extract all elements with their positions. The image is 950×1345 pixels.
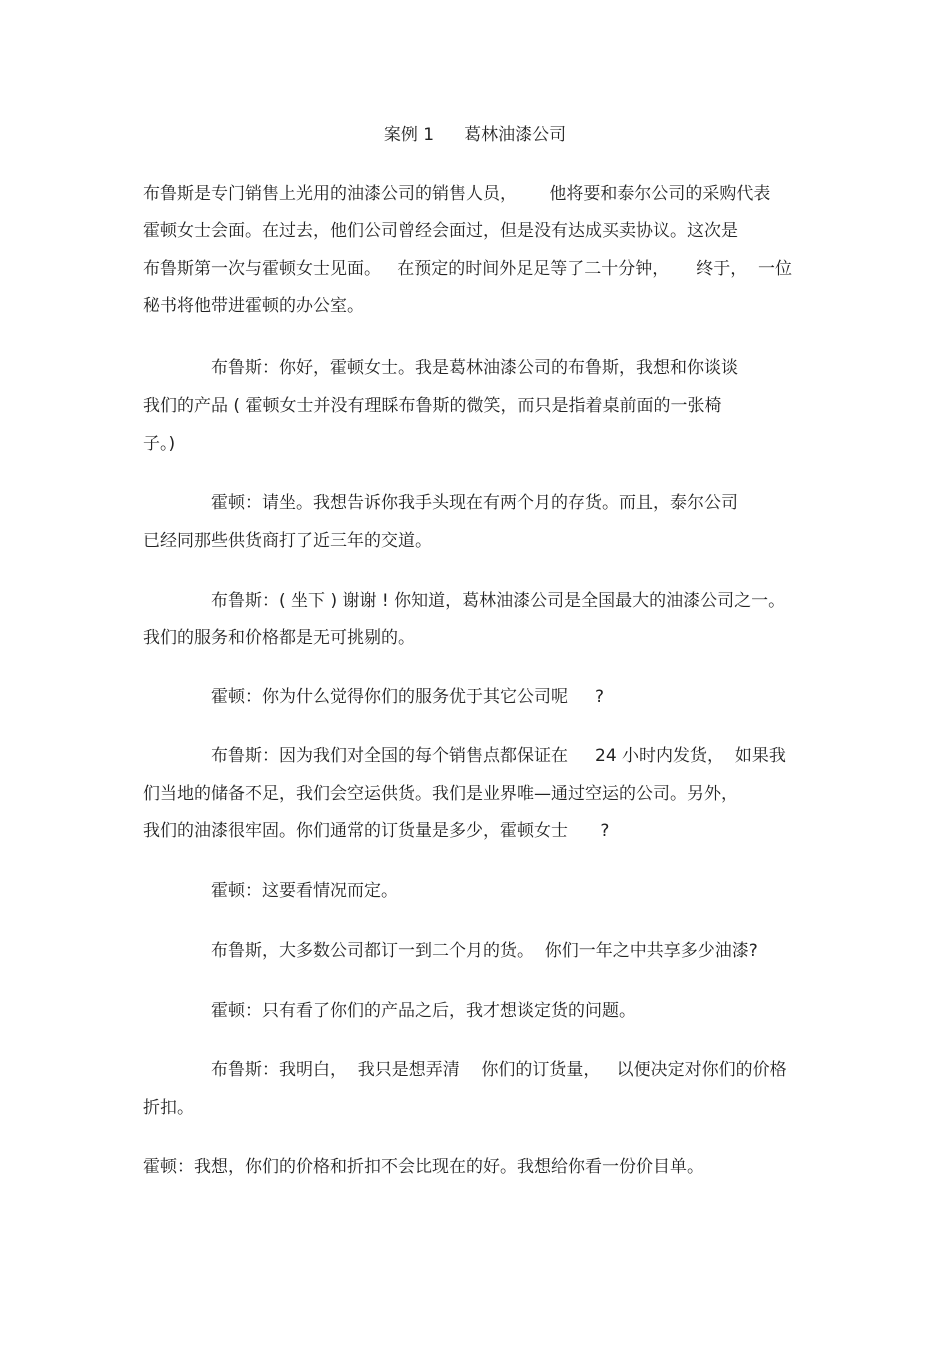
case-name: 葛林油漆公司 bbox=[464, 125, 567, 145]
dialogue-line: 霍顿：这要看情况而定。 bbox=[211, 881, 398, 901]
dialogue-line: 我们的产品 ( 霍顿女士并没有理睬布鲁斯的微笑，而只是指着桌前面的一张椅 bbox=[143, 396, 722, 416]
intro-line-4: 秘书将他带进霍顿的办公室。 bbox=[143, 296, 364, 316]
dialogue-line: 们当地的储备不足，我们会空运供货。我们是业界唯—通过空运的公司。另外， bbox=[143, 784, 738, 804]
dialogue-line: 我们的油漆很牢固。你们通常的订货量是多少，霍顿女士 ? bbox=[143, 821, 610, 841]
dialogue-line: 霍顿：你为什么觉得你们的服务优于其它公司呢 ? bbox=[211, 687, 605, 707]
document-title bbox=[0, 122, 950, 148]
dialogue-line: 布鲁斯，大多数公司都订一到二个月的货。 你们一年之中共享多少油漆? bbox=[211, 941, 758, 961]
dialogue-line: 已经同那些供货商打了近三年的交道。 bbox=[143, 531, 432, 551]
dialogue-line: 霍顿：请坐。我想告诉你我手头现在有两个月的存货。而且，泰尔公司 bbox=[211, 493, 738, 513]
dialogue-line: 折扣。 bbox=[143, 1098, 194, 1118]
case-label: 案例 1 bbox=[383, 125, 435, 145]
dialogue-line: 布鲁斯：因为我们对全国的每个销售点都保证在 24 小时内发货， 如果我 bbox=[211, 746, 786, 766]
dialogue-line: 我们的服务和价格都是无可挑剔的。 bbox=[143, 628, 415, 648]
dialogue-line: 霍顿：只有看了你们的产品之后，我才想谈定货的问题。 bbox=[211, 1001, 636, 1021]
dialogue-line: 子。) bbox=[143, 434, 176, 454]
dialogue-line: 霍顿：我想，你们的价格和折扣不会比现在的好。我想给你看一份价目单。 bbox=[143, 1157, 704, 1177]
intro-line-2: 霍顿女士会面。在过去，他们公司曾经会面过，但是没有达成买卖协议。这次是 bbox=[143, 221, 738, 241]
intro-line-1: 布鲁斯是专门销售上光用的油漆公司的销售人员， 他将要和泰尔公司的采购代表 bbox=[143, 184, 771, 204]
intro-line-3: 布鲁斯第一次与霍顿女士见面。 在预定的时间外足足等了二十分钟， 终于， 一位 bbox=[143, 259, 793, 279]
dialogue-line: 布鲁斯：我明白， 我只是想弄清 你们的订货量， 以便决定对你们的价格 bbox=[211, 1060, 787, 1080]
dialogue-line: 布鲁斯：( 坐下 ) 谢谢 ! 你知道，葛林油漆公司是全国最大的油漆公司之一。 bbox=[211, 591, 786, 611]
dialogue-line: 布鲁斯：你好，霍顿女士。我是葛林油漆公司的布鲁斯，我想和你谈谈 bbox=[211, 358, 738, 378]
